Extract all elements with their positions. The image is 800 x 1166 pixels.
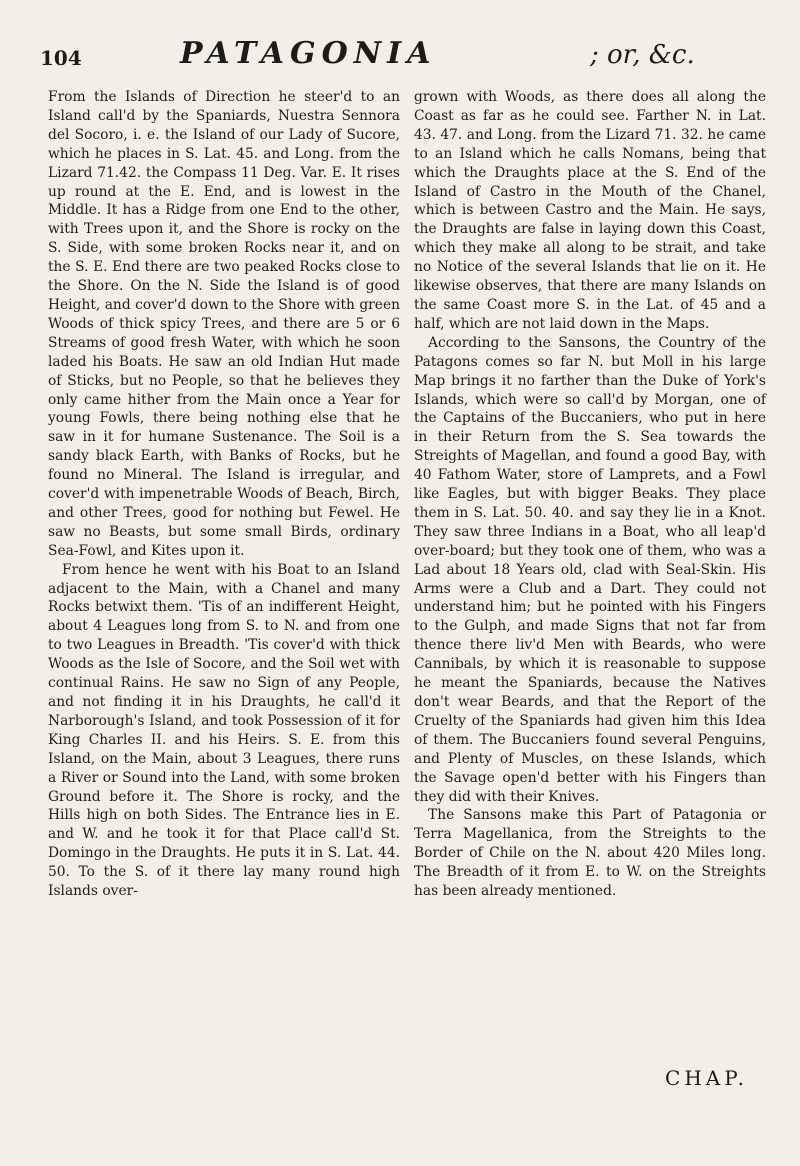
running-head-tail: ; or, &c. bbox=[590, 40, 695, 70]
catchword: CHAP. bbox=[665, 1066, 748, 1090]
text-columns bbox=[48, 88, 766, 1088]
paragraph: grown with Woods, as there does all along the Coast as far as he could see. Farther N. in Lat. 43. 47. and Long. from the Lizard 71. 32. he came to an Island which he calls Nomans, being that which the Draughts place at the S. End of the Island of Castro in the Mouth of the Chanel, which is between Castro and the Main. He says, the Draughts are false in laying down this Coast, which they make all along to be strait, and take no Notice of the several Islands that lie on it. He likewise observes, that there are many Islands on the same Coast more S. in the Lat. of 45 and a half, which are not laid down in the Maps. bbox=[414, 89, 766, 332]
left-column bbox=[48, 88, 400, 1088]
page-number: 104 bbox=[40, 46, 82, 70]
paragraph: According to the Sansons, the Country of the Patagons comes so far N. but Moll in his large Map brings it no farther than the Duke of York's Islands, which were so call'd by Morgan, one of the Captains of the Buccaniers, who put in here in their Return from the S. Sea towards the Streights of Magellan, and found a good Bay, with 40 Fathom Water, store of Lamprets, and a Fowl like Eagles, but with bigger Beaks. They place them in S. Lat. 50. 40. and say they lie in a Knot. They saw three Indians in a Boat, who all leap'd over-board; but they took one of them, who was a Lad about 18 Years old, clad with Seal-Skin. His Arms were a Club and a Dart. They could not understand him; but he pointed with his Fingers to the Gulph, and made Signs that not far from thence there liv'd Men with Beards, who were Cannibals, by which it is reasonable to suppose he meant the Spaniards, because the Natives don't wear Beards, and that the Report of the Cruelty of the Spaniards had given him this Idea of them. The Buccaniers found several Penguins, and Plenty of Muscles, on these Islands, which the Savage open'd better with his Fingers than they did with their Knives. bbox=[414, 334, 766, 805]
page-header bbox=[40, 36, 760, 76]
running-head: PATAGONIA bbox=[180, 36, 437, 71]
right-column bbox=[414, 88, 766, 1088]
paragraph: From hence he went with his Boat to an Island adjacent to the Main, with a Chanel and many Rocks betwixt them. 'Tis of an indifferent Height, about 4 Leagues long from S. to N. and from one to two Leagues in Breadth. 'Tis cover'd with thick Woods as the Isle of Socore, and the Soil wet with continual Rains. He saw no Sign of any People, and not finding it in his Draughts, he call'd it Narborough's Island, and took Possession of it for King Charles II. and his Heirs. S. E. from this Island, on the Main, about 3 Leagues, there runs a River or Sound into the Land, with some broken Ground before it. The Shore is rocky, and the Hills high on both Sides. The Entrance lies in E. and W. and he took it for that Place call'd St. Domingo in the Draughts. He puts it in S. Lat. 44. 50. To the S. of it there lay many round high Islands over- bbox=[48, 561, 400, 900]
paragraph: The Sansons make this Part of Patagonia or Terra Magellanica, from the Streights to the Border of Chile on the N. about 420 Miles long. The Breadth of it from E. to W. on the Streights has been already mentioned. bbox=[414, 807, 766, 900]
paragraph: From the Islands of Direction he steer'd to an Island call'd by the Spaniards, Nuestra Sennora del Socoro, i. e. the Island of our Lady of Sucore, which he places in S. Lat. 45. and Long. from the Lizard 71.42. the Compass 11 Deg. Var. E. It rises up round at the E. End, and is lowest in the Middle. It has a Ridge from one End to the other, with Trees upon it, and the Shore is rocky on the S. Side, with some broken Rocks near it, and on the S. E. End there are two peaked Rocks close to the Shore. On the N. Side the Island is of good Height, and cover'd down to the Shore with green Woods of thick spicy Trees, and there are 5 or 6 Streams of good fresh Water, with which he soon laded his Boats. He saw an old Indian Hut made of Sticks, but no People, so that he believes they only came hither from the Main once a Year for young Fowls, there being nothing else that he saw in it for humane Sustenance. The Soil is a sandy black Earth, with Banks of Rocks, but he found no Mineral. The Island is irregular, and cover'd with impenetrable Woods of Beach, Birch, and other Trees, good for nothing but Fewel. He saw no Beasts, but some small Birds, ordinary Sea-Fowl, and Kites upon it. bbox=[48, 89, 400, 559]
